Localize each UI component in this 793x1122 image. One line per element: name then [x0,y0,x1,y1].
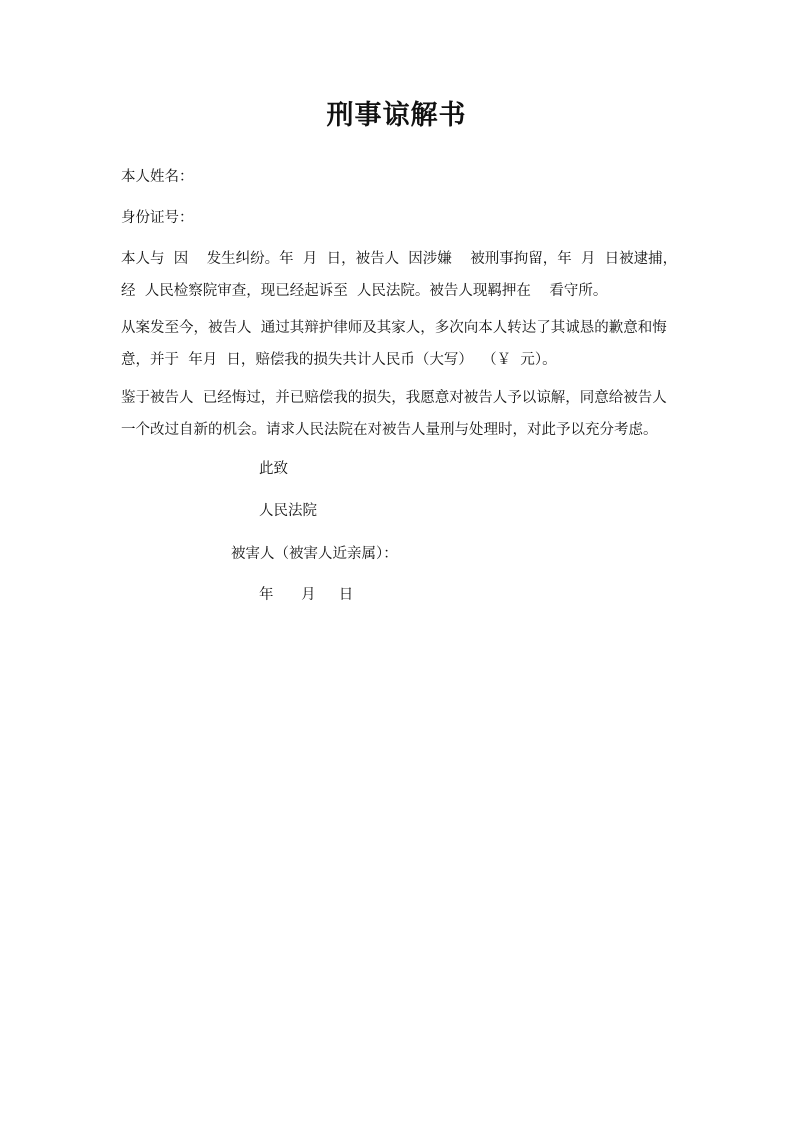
signature-date: 年 月 日 [259,587,354,603]
closing-salutation: 此致 [259,461,288,477]
apology-paragraph-line: 从案发至今，被告人 通过其辩护律师及其家人，多次向本人转达了其诚恳的歉意和悔 [121,320,667,336]
apology-paragraph-line: 意，并于 年月 日，赔偿我的损失共计人民币（大写） （￥ 元）。 [121,352,557,368]
forgiveness-paragraph-line: 一个改过自新的机会。请求人民法院在对被告人量刑与处理时，对此予以充分考虑。 [121,422,658,438]
forgiveness-paragraph-line: 鉴于被告人 已经悔过，并已赔偿我的损失，我愿意对被告人予以谅解，同意给被告人 [121,390,667,406]
addressee-court: 人民法院 [259,503,317,519]
signer-label: 被害人（被害人近亲属）： [231,546,398,562]
name-field-label: 本人姓名： [121,169,194,185]
incident-paragraph-line: 经 人民检察院审查，现已经起诉至 人民法院。被告人现羁押在 看守所。 [121,283,608,299]
forgiveness-paragraph [121,382,681,446]
incident-paragraph-line: 本人与 因 发生纠纷。年 月 日，被告人 因涉嫌 被刑事拘留，年 月 日被逮捕， [121,251,678,267]
id-number-field-label: 身份证号： [121,210,194,226]
document-title: 刑事谅解书 [326,100,467,131]
apology-paragraph [121,312,681,376]
incident-paragraph [121,243,681,307]
